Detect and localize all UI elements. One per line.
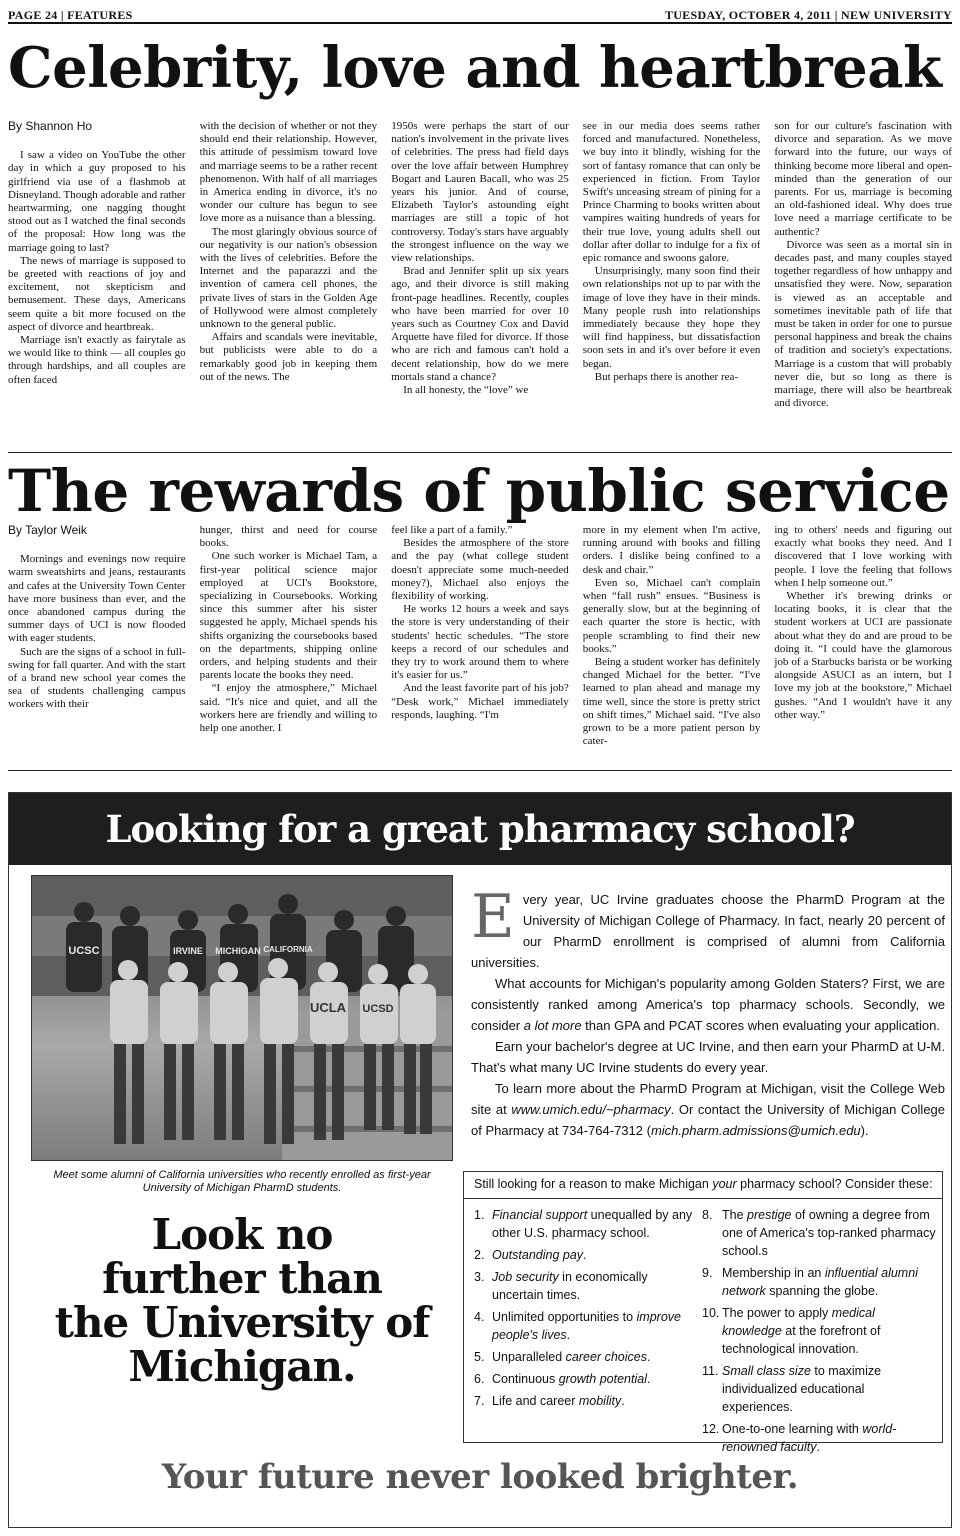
reason-text: Life and career xyxy=(492,1394,579,1408)
headline-line: the University of xyxy=(54,1298,430,1347)
story1-paragraph: Affairs and scandals were inevitable, but publicists were able to do a remarkably good job in keeping them out of the news. The xyxy=(199,331,378,383)
pharmacy-website-link[interactable]: www.umich.edu/~pharmacy xyxy=(511,1102,671,1117)
reason-list-item xyxy=(702,1304,938,1358)
reason-text: to maximize individualized educational experiences. xyxy=(722,1364,882,1414)
section-divider xyxy=(8,452,952,453)
reasons-list-title xyxy=(474,1176,936,1192)
reason-list-item xyxy=(474,1370,696,1388)
reason-text: . xyxy=(816,1440,820,1454)
reason-emphasis: Small class size xyxy=(722,1364,811,1378)
ad-text: What accounts for Michigan's popularity among Golden Staters? First, we are consistently ranked among America's top pharmacy schools. Secondly, we consider xyxy=(471,976,945,1033)
folio-page-section: PAGE 24 | FEATURES xyxy=(8,8,133,22)
story2-paragraph: ing to others' needs and figuring out exactly what books they need. And I discovered that I love working with people. I love the feeling that follows when I help someone out.” xyxy=(774,524,952,589)
story1-paragraph: I saw a video on YouTube the other day in which a guy proposed to his girlfriend via use of a flashmob at Disneyland. Though adorable and rather heartwarming, one nagging thought stood out as I watched the final seconds of the proposal: How long was the marriage going to last? xyxy=(8,149,186,254)
reason-list-item xyxy=(474,1268,696,1304)
list-divider xyxy=(464,1198,942,1199)
story1-paragraph: Unsurprisingly, many soon find their own relationships not up to par with the image of love they have in their minds. Many people rush into relationships immediately because they hope they will find happiness, but dissatisfaction soon sets in and it's over before it even began. xyxy=(582,265,761,370)
reason-text: . xyxy=(646,1372,651,1386)
reasons-list-box xyxy=(463,1171,943,1454)
ad-paragraph: Earn your bachelor's degree at UC Irvine, and then earn your PharmD at U-M. That's what many UC Irvine students do every year. xyxy=(471,1039,945,1075)
story2-paragraph: And the least favorite part of his job? “Desk work,” Michael immediately responds, laughing. “I'm xyxy=(391,682,569,721)
story2-headline: The rewards of public service xyxy=(8,457,950,525)
drop-cap: E xyxy=(471,882,515,952)
headline-line: Michigan. xyxy=(128,1342,356,1391)
reason-text: . xyxy=(646,1350,651,1364)
photo-shirt-label: UCSD xyxy=(362,1003,394,1015)
reason-text: . xyxy=(621,1394,625,1408)
story2-paragraph: Even so, Michael can't complain when “fall rush” ensues. “Business is generally slow, but at the beginning of each quarter the store is hectic, with people scrambling to find their new books.” xyxy=(582,576,761,655)
reason-list-item xyxy=(702,1264,938,1300)
ad-text: . Or contact the University of Michigan College of Pharmacy at 734-764-7312 ( xyxy=(471,1102,946,1138)
story2-paragraph: One such worker is Michael Tam, a first-year political science major employed at UCI's Bookstore, specializing in Coursebooks. Working since this summer after his sister suggested he apply, Michael spends his shifts organizing the coursebooks based on the departments, shipping online orders, and helping students and their parents locate the books they need. xyxy=(199,550,378,682)
ad-text: pharmacy school? Consider these: xyxy=(736,1177,933,1191)
story1-col-5 xyxy=(774,120,952,442)
reason-list-item xyxy=(474,1246,696,1264)
story2-paragraph: feel like a part of a family.” xyxy=(391,524,513,536)
ad-emphasis: a lot more xyxy=(523,1018,582,1033)
reason-text: in economically uncertain times. xyxy=(492,1270,648,1302)
story1-paragraph: In all honesty, the “love” we xyxy=(403,384,529,397)
reason-number: 9. xyxy=(702,1266,713,1280)
reason-text: One-to-one learning with xyxy=(722,1422,863,1436)
photo-shirt-label: UCLA xyxy=(309,1000,347,1015)
ad-paragraph xyxy=(471,973,945,1036)
headline-line: further than xyxy=(102,1254,382,1303)
story1-col-4 xyxy=(583,120,761,442)
reason-list-item xyxy=(702,1420,938,1456)
story1-col-1 xyxy=(8,120,186,442)
reason-list-item xyxy=(474,1308,696,1344)
ad-emphasis: your xyxy=(712,1177,737,1191)
ad-text: than GPA and PCAT scores when evaluating your application. xyxy=(581,1018,940,1033)
reason-text: Continuous xyxy=(492,1372,559,1386)
story1-body xyxy=(8,120,952,442)
reason-number: 3. xyxy=(474,1270,485,1284)
story1-paragraph: Divorce was seen as a mortal sin in decades past, and many couples stayed together regardless of how unhappy and unsatisfied they were. Now, separation is viewed as an acceptable and sometimes inevitable path of life that must be taken in order for one to pursue personal happiness and break the chains of tradition and society's expectations. Marriage is a custom that will probably never die, but so long as there is marriage, there will also be heartbreak and divorce. xyxy=(774,238,952,410)
story1-paragraph: Brad and Jennifer split up six years ago, and their divorce is still making front-page headlines. Recently, couples who have been married for over 10 years such as Courtney Cox and David Arquette have filed for divorce. If those who are rich and famous can't hold a decent relationship, how do we mere mortals stand a chance? xyxy=(391,265,569,383)
photo-shirt-label: UCSC xyxy=(68,945,100,957)
reason-number: 11. xyxy=(702,1364,719,1378)
ad-body-copy xyxy=(471,882,946,1141)
reason-emphasis: Job security xyxy=(492,1270,559,1284)
reason-list-item xyxy=(702,1362,938,1416)
story2-col-3 xyxy=(391,524,569,766)
reason-list-item xyxy=(702,1206,938,1260)
ad-paragraph xyxy=(471,1078,945,1141)
story1-headline: Celebrity, love and heartbreak xyxy=(8,35,942,101)
reason-number: 7. xyxy=(474,1394,485,1408)
story1-col-2 xyxy=(200,120,378,442)
story1-byline: By Shannon Ho xyxy=(8,120,93,133)
reason-text: spanning the globe. xyxy=(765,1284,879,1298)
look-no-further-headline xyxy=(31,1210,453,1391)
story1-paragraph: The most glaringly obvious source of our negativity is our nation's obsession with the lives of celebrities. Before the Internet and the paparazzi and the invention of camera cell phones, the private lives of stars in the Golden Age of Hollywood were almost completely unknown to the general public. xyxy=(199,225,378,331)
reason-emphasis: influential alumni network xyxy=(722,1266,918,1298)
story1-paragraph: The news of marriage is supposed to be greeted with reactions of joy and excitement, not skepticism and bemusement. These days, Americans seem quite a bit more focused on the aspect of divorce and heartbreak. xyxy=(8,254,186,333)
reason-list-item xyxy=(474,1348,696,1366)
reason-number: 8. xyxy=(702,1208,713,1222)
reason-number: 6. xyxy=(474,1372,485,1386)
ad-text: Still looking for a reason to make Michigan xyxy=(474,1177,713,1191)
pharmacy-school-advertisement xyxy=(8,792,952,1528)
ad-tagline: Your future never looked brighter. xyxy=(161,1457,799,1497)
reason-number: 12. xyxy=(702,1422,720,1436)
story2-col-4 xyxy=(583,524,761,766)
ad-text: very year, UC Irvine graduates choose the PharmD Program at the University of Michigan College of Pharmacy. In fact, nearly 20 percent of our PharmD enrollment is comprised of alumni from California universities. xyxy=(471,892,945,970)
story2-col-2 xyxy=(200,524,378,766)
story1-paragraph: But perhaps there is another rea- xyxy=(594,370,739,383)
story2-paragraph: He works 12 hours a week and says the store is very understanding of their students' hectic schedules. “The store keeps a record of our schedules and they try to work around them to where it's easier for us.” xyxy=(391,603,569,682)
reason-number: 1. xyxy=(474,1208,485,1222)
reason-number: 2. xyxy=(474,1248,485,1262)
photo-shirt-label: MICHIGAN xyxy=(215,946,261,956)
story2-paragraph: Being a student worker has definitely changed Michael for the better. “I've learned to plan ahead and manage my time well, since the store is pretty strict on shift times,” Michael said. “I've also grown to be a more patient person by cater- xyxy=(582,656,761,748)
reasons-list-right xyxy=(702,1206,938,1460)
folio-date-paper: TUESDAY, OCTOBER 4, 2011 | NEW UNIVERSITY xyxy=(664,8,952,22)
reasons-list-left xyxy=(474,1206,696,1414)
story1-col-3 xyxy=(391,120,569,442)
reason-emphasis: growth potential xyxy=(558,1372,647,1386)
reason-number: 4. xyxy=(474,1310,485,1324)
section-divider xyxy=(8,770,952,771)
story2-paragraph: “I enjoy the atmosphere,” Michael said. “It's nice and quiet, and all the workers here are friendly and willing to help one another. I xyxy=(199,682,378,735)
story1-paragraph: see in our media does seems rather forced and manufactured. Nonetheless, we buy into it blindly, wishing for the sort of fantasy romance that can only be experienced in fiction. From Taylor Swift's unceasing stream of pining for a Prince Charming to books written about vampires waiting hundreds of years for their true love, young adults shell out dollar after dollar to indulge for a fix of epic romance and swoons galore. xyxy=(582,120,761,265)
ad-banner-headline: Looking for a great pharmacy school? xyxy=(9,793,951,865)
reason-emphasis: prestige xyxy=(747,1208,792,1222)
story2-paragraph: more in my element when I'm active, running around with books and filling orders. I dislike being confined to a desk and chair.” xyxy=(582,524,761,576)
reason-text: Unparalleled xyxy=(492,1350,566,1364)
photo-shirt-label: IRVINE xyxy=(173,946,203,956)
ad-text: ). xyxy=(860,1123,869,1138)
admissions-email-link[interactable]: mich.pharm.admissions@umich.edu xyxy=(650,1123,861,1138)
reason-text: . xyxy=(583,1248,587,1262)
reason-emphasis: Outstanding pay xyxy=(492,1248,584,1262)
reason-text: The xyxy=(722,1208,748,1222)
story2-col-5 xyxy=(774,524,952,766)
reason-text: Membership in an xyxy=(722,1266,825,1280)
reason-emphasis: world-renowned faculty xyxy=(722,1422,897,1454)
story2-paragraph: Whether it's brewing drinks or locating books, it is clear that the student workers at UCI are passionate about what they do and are proud to be doing it. “I could have the glamorous job of a Starbucks barista or be working alongside ASUCI as an intern, but I love my job at the bookstore,” Michael gushes. “And I wouldn't have it any other way.” xyxy=(774,590,952,721)
reason-number: 10. xyxy=(702,1306,720,1320)
story2-paragraph: Mornings and evenings now require warm sweatshirts and jeans, restaurants and cafes at the University Town Center have more business than ever, and the once abandoned campus during the summer days of UCI is now flooded with eager students. xyxy=(8,553,186,645)
story2-body xyxy=(8,524,952,766)
reason-text: unequalled by any other U.S. pharmacy school. xyxy=(492,1208,693,1240)
reason-emphasis: improve people's lives xyxy=(492,1310,681,1342)
story2-paragraph: hunger, thirst and need for course books. xyxy=(199,524,378,550)
reason-emphasis: career choices xyxy=(565,1350,647,1364)
reason-emphasis: Financial support xyxy=(492,1208,588,1222)
ad-paragraph xyxy=(471,882,945,973)
headline-line: Look no xyxy=(151,1210,333,1259)
story2-paragraph: Besides the atmosphere of the store and the pay (what college student doesn't appreciate some much-needed money?), Michael also enjoys the flexibility of working. xyxy=(391,537,569,603)
story2-byline: By Taylor Weik xyxy=(8,524,87,537)
story1-paragraph: Marriage isn't exactly as fairytale as we would like to think — all couples go through hardships, and all couples are often faced xyxy=(8,334,186,386)
reason-list-item xyxy=(474,1392,696,1410)
reason-number: 5. xyxy=(474,1350,485,1364)
ad-text: To learn more about the PharmD Program at Michigan, visit the College Web site at xyxy=(471,1081,945,1117)
photo-caption: Meet some alumni of California universities who recently enrolled as first-year University of Michigan PharmD students. xyxy=(53,1169,431,1194)
page-folio xyxy=(8,6,952,24)
reason-text: of owning a degree from one of America's top-ranked pharmacy school.s xyxy=(722,1208,936,1258)
alumni-group-photo xyxy=(31,875,453,1161)
reason-text: The power to apply xyxy=(722,1306,832,1320)
story1-paragraph: son for our culture's fascination with divorce and separation. As we move forward into the future, our ways of thinking become more liberal and open-minded than the generation of our parents. For us, marriage is becoming an old-fashioned ideal. Why does true love need a marriage certificate to be authentic? xyxy=(774,120,952,238)
story1-paragraph: with the decision of whether or not they should end their relationship. However, this attitude of pessimism toward love and marriage seems to be a rather recent phenomenon. With half of all marriages in America ending in divorce, it's no wonder our culture has begun to see love more as a nuisance than a blessing. xyxy=(199,120,378,225)
reason-text: Unlimited opportunities to xyxy=(492,1310,637,1324)
story1-paragraph: 1950s were perhaps the start of our nation's involvement in the private lives of celebrities. The press had field days over the love affair between Humphrey Bogart and Lauren Bacall, who was 25 years his junior. And of course, Elizabeth Taylor's astounding eight marriages are still a topic of hot controversy. Today's stars have arguably the strongest influence on the way we view relationships. xyxy=(391,120,569,265)
story2-paragraph: Such are the signs of a school in full-swing for fall quarter. And with the start of a brand new school year comes the sea of students challenging campus workers with their xyxy=(8,645,186,711)
story2-col-1 xyxy=(8,524,186,766)
reason-emphasis: medical knowledge xyxy=(722,1306,875,1338)
reason-list-item xyxy=(474,1206,696,1242)
reason-text: at the forefront of technological innovation. xyxy=(722,1324,881,1356)
reason-emphasis: mobility xyxy=(578,1394,622,1408)
photo-shirt-label: CALIFORNIA xyxy=(263,945,313,954)
reason-text: . xyxy=(566,1328,571,1342)
